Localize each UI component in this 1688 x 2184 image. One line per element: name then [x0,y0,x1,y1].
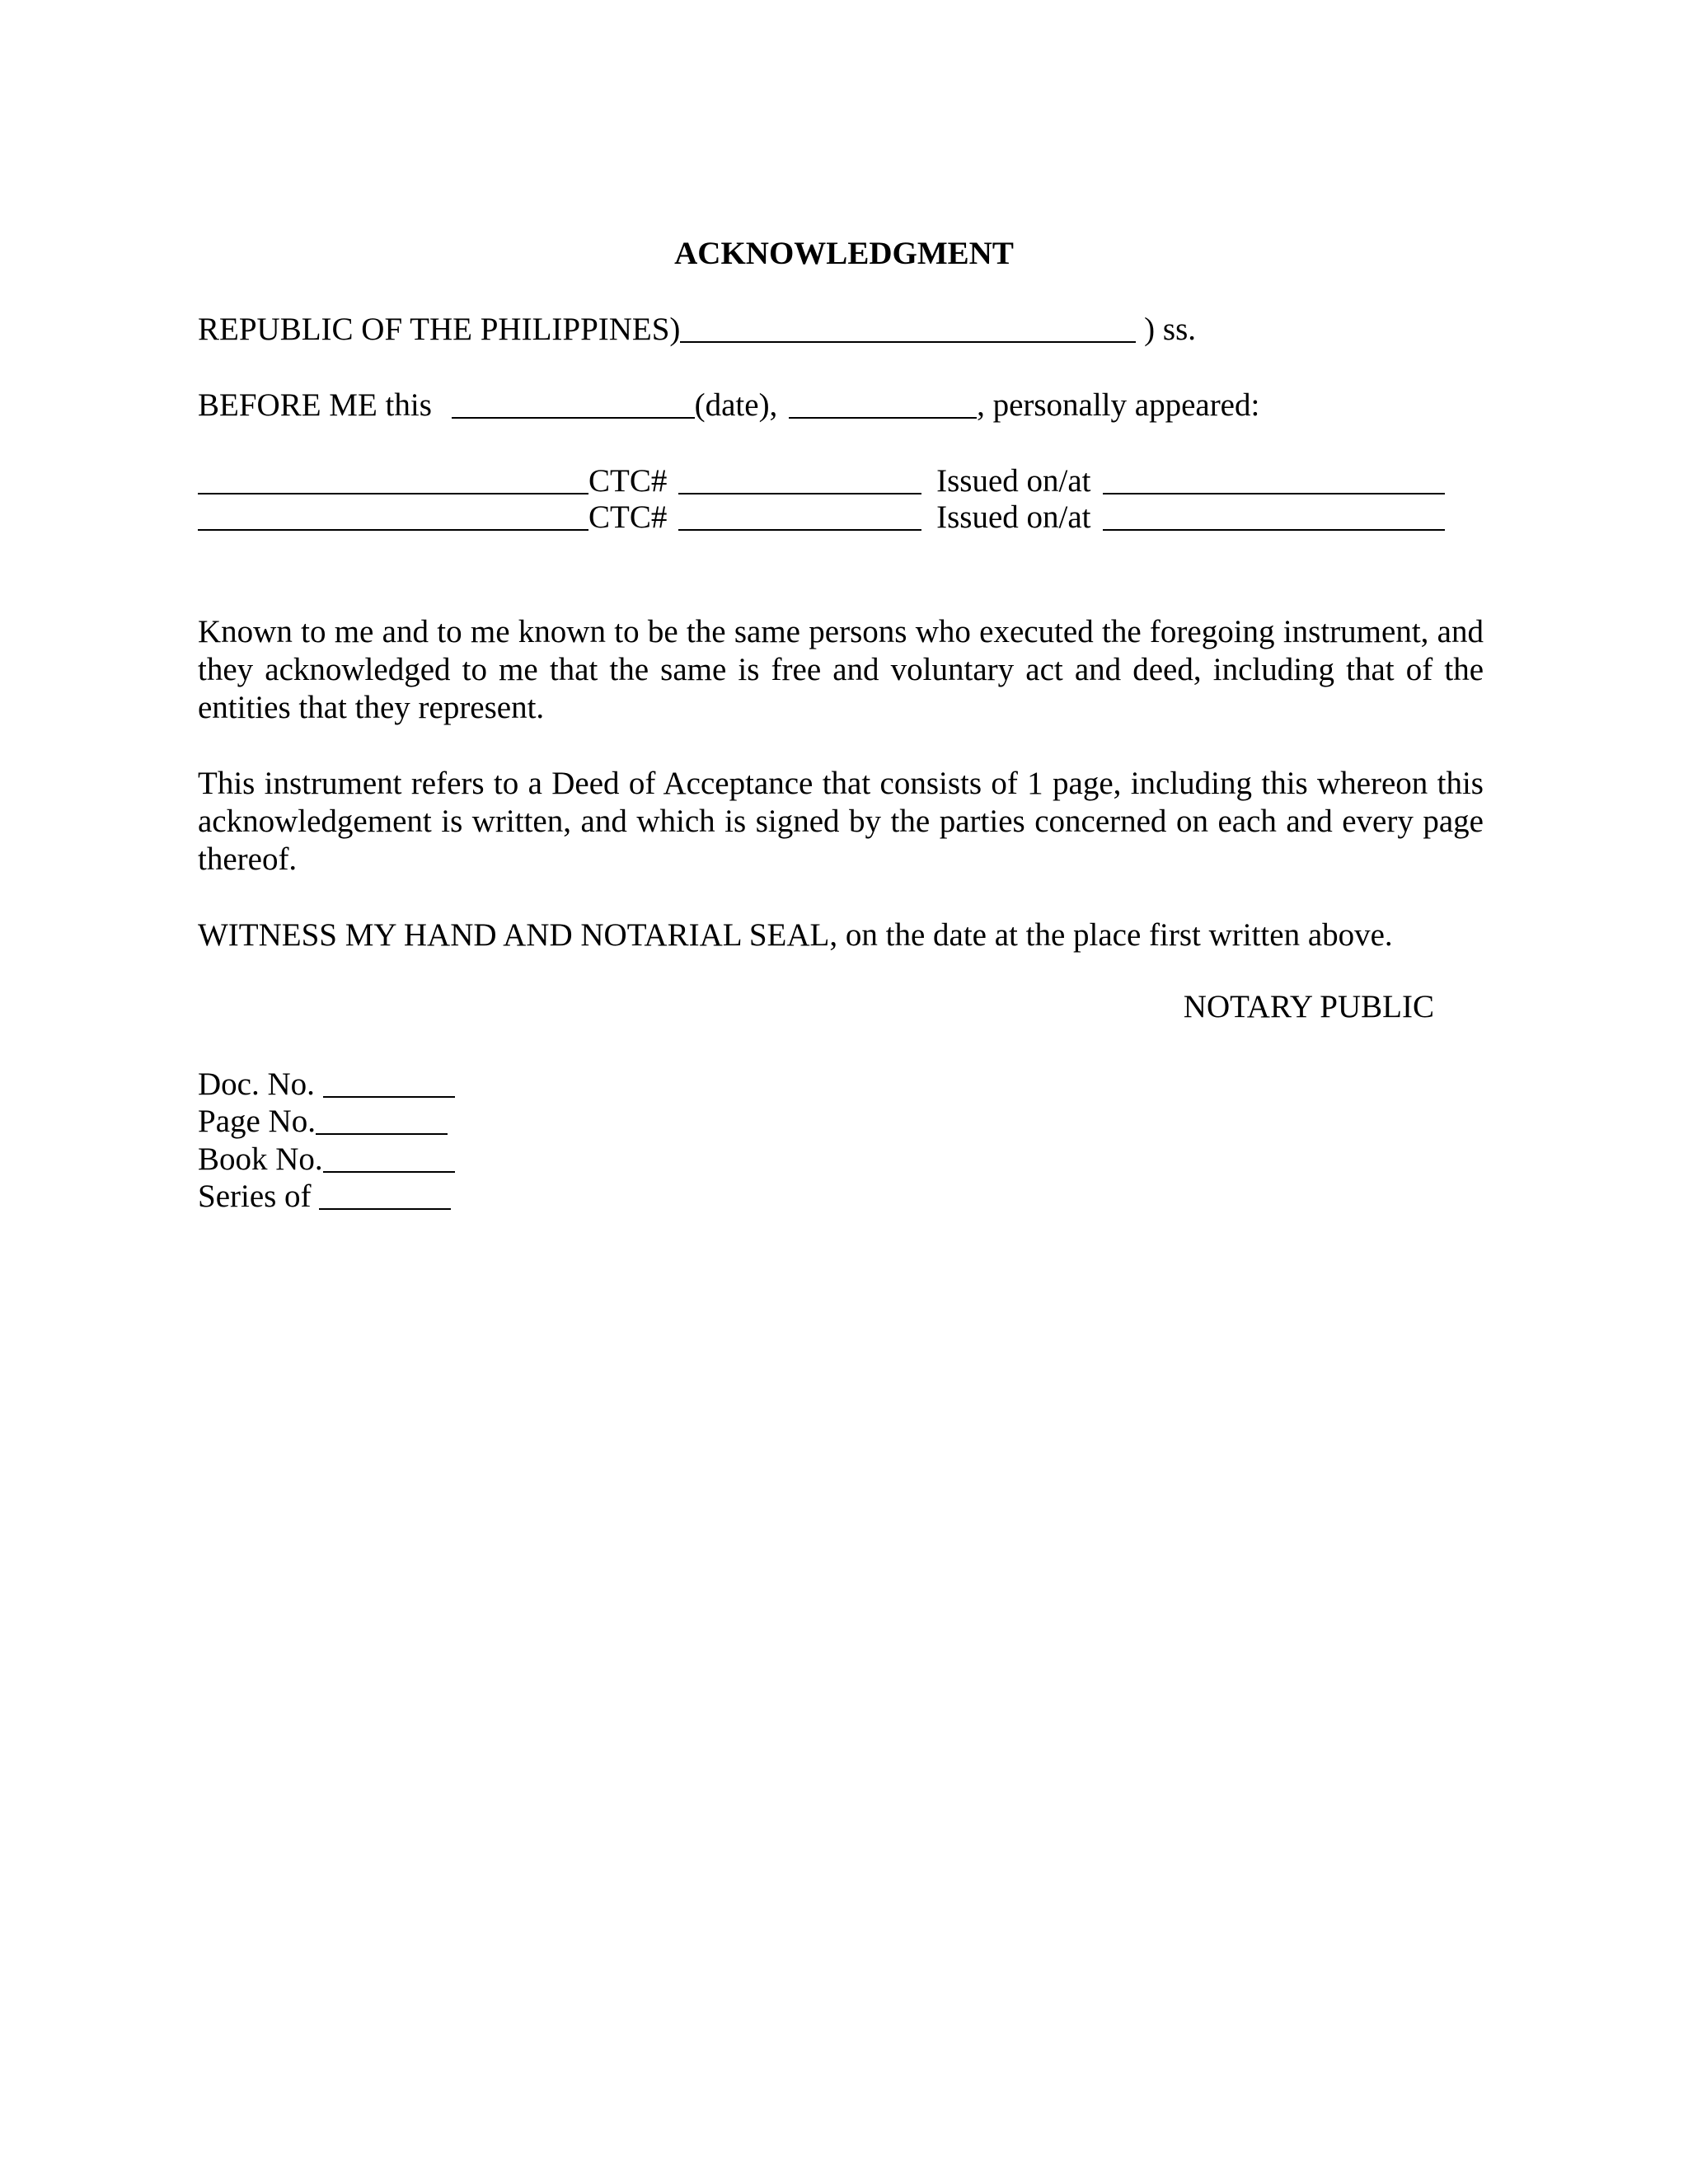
venue-right-text: ) ss. [1136,312,1197,347]
ctc-label: CTC# [588,463,668,499]
ctc-label: CTC# [588,499,668,535]
venue-line [198,313,1196,345]
issued-label: Issued on/at [936,499,1091,535]
name-blank [198,504,588,531]
page-no-blank [316,1108,448,1135]
page-no-field [198,1105,448,1137]
ctc-row [198,465,1445,497]
before-me-line [198,389,1259,421]
paragraph-instrument: This instrument refers to a Deed of Acceptance that consists of 1 page, including this whereon this acknowledgement is written, and which is signed by the parties concerned on each and every page thereof. [198,766,1484,877]
before-me-prefix: BEFORE ME this [198,387,440,423]
book-no-blank [323,1146,455,1173]
series-of-label: Series of [198,1179,320,1214]
doc-no-blank [323,1071,455,1098]
ctc-number-blank [678,504,921,531]
venue-blank [680,316,1136,343]
series-of-blank [319,1183,451,1210]
ctc-number-blank [678,468,921,494]
date-blank [452,392,695,419]
before-me-suffix: , personally appeared: [977,387,1260,423]
venue-left-text: REPUBLIC OF THE PHILIPPINES) [198,312,681,347]
page-no-label: Page No. [198,1104,316,1139]
paragraph-known-to-me: Known to me and to me known to be the same persons who executed the foregoing instrument, and they acknowledged to me that the same is free and voluntary act and deed, including that of the entities that they represent. [198,614,1484,725]
place-blank [789,392,977,419]
book-no-label: Book No. [198,1141,323,1177]
date-label: (date), [694,387,778,423]
doc-no-field [198,1068,455,1100]
issued-blank [1103,468,1445,494]
document-title: ACKNOWLEDGMENT [674,236,1014,271]
notary-public-label: NOTARY PUBLIC [1183,989,1434,1024]
book-no-field [198,1143,455,1175]
doc-no-label: Doc. No. [198,1066,323,1102]
issued-blank [1103,504,1445,531]
name-blank [198,468,588,494]
paragraph-witness: WITNESS MY HAND AND NOTARIAL SEAL, on the date at the place first written above. [198,917,1393,953]
ctc-row [198,501,1445,533]
series-of-field [198,1180,451,1212]
issued-label: Issued on/at [936,463,1091,499]
